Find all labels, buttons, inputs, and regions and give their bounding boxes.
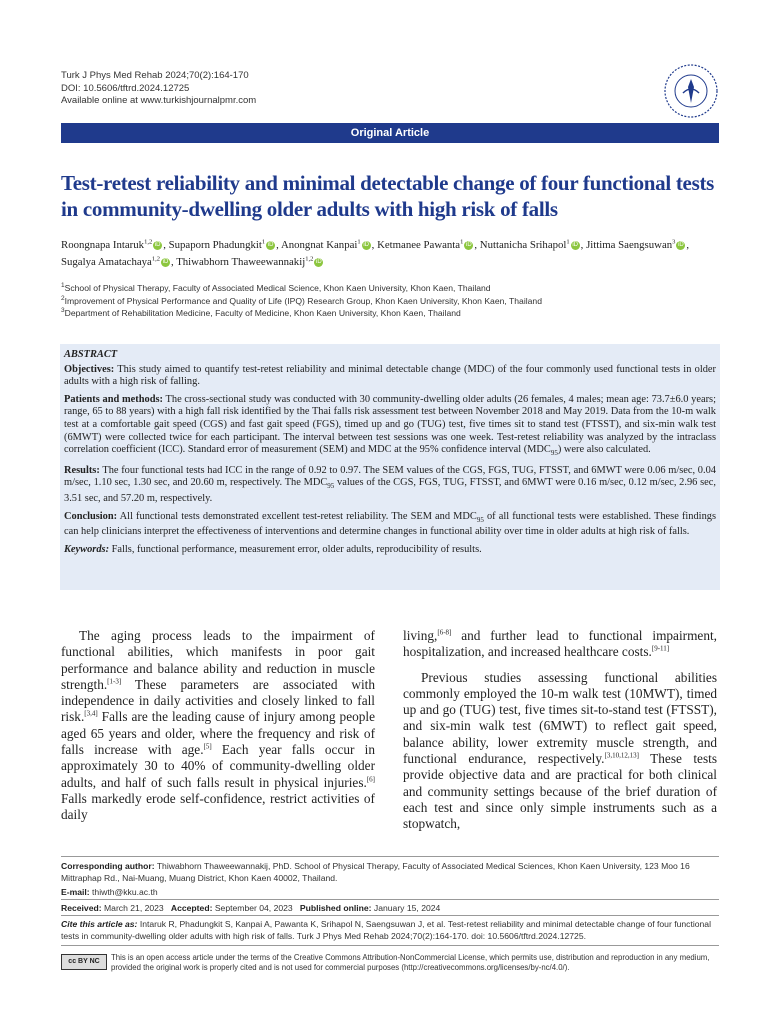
citation-link[interactable]: [5] (203, 742, 212, 751)
orcid-icon[interactable]: iD (316, 259, 322, 266)
cc-license-badge-icon[interactable]: cc BY NC (61, 954, 107, 970)
society-logo-icon (663, 63, 719, 119)
citation-link[interactable]: [6-8] (437, 628, 452, 637)
author-name: Supaporn Phadungkit (168, 239, 262, 251)
section-label-bar: Original Article (61, 123, 719, 143)
body-paragraph: The aging process leads to the impairment of functional abilities, which manifests in poor gait performance and balance ability and reduction in muscle strength.[1-3] These parameters are associated with independence in daily activities and closely linked to fall risk.[3,4] Falls are the leading cause of injury among people aged 65 years and older, where the frequency and risk of falls increase with age.[5] Each year falls occur in approximately 30 to 40% of community-dwelling older adults, and half of such falls result in physical injuries.[6] Falls markedly erode self-confidence, restrict activities of daily (61, 628, 375, 823)
orcid-icon[interactable]: iD (154, 242, 161, 249)
citation-link[interactable]: [9-11] (651, 644, 670, 653)
footer-divider (61, 899, 719, 900)
citation-link[interactable]: [3,10,12,13] (604, 751, 639, 760)
cite-as: Cite this article as: Intaruk R, Phadungkit S, Kanpai A, Pawanta K, Srihapol N, Saengsuwan J, et al. Test-retest reliability and minimal detectable change of four functional tests in community-dwelling older adults with high risk of falls. Turk J Phys Med Rehab 2024;70(2):164-170. doi: 10.5606/tftrd.2024.12725. (61, 919, 711, 941)
orcid-icon[interactable]: iD (363, 242, 369, 249)
footer-divider (61, 856, 719, 857)
abstract-keywords: Keywords: Falls, functional performance, measurement error, older adults, reproducibility of results. (64, 543, 482, 555)
affiliation-item: $^2$Improvement of Physical Performance and Quality of Life (IPQ) Research Group, Khon Kaen University, Khon Kaen, Thailand (61, 294, 542, 306)
body-paragraph: Previous studies assessing functional abilities commonly employed the 10-m walk test (10MWT), timed up and go (TUG) test, five times sit-to-stand test (FTSST), and six-min walk test (6MWT) to reflect gait speed, balance ability, lower extremity muscle strength, and functional endurance, respectively.[3,10,12,13] These tests provide objective data and are practical for both clinical and community settings because of the brief duration of each test and since only simple instruments such as a stopwatch, (403, 669, 717, 832)
footer-divider (61, 915, 719, 916)
body-column-left (61, 628, 375, 824)
author-name: Nuttanicha Srihapol (479, 239, 567, 251)
license-text: This is an open access article under the terms of the Creative Commons Attribution-NonCommercial License, which permits use, distribution and reproduction in any medium, provided the original work is properly cited and is not used for commercial purposes (http://creativecommons.org/licenses/by-nc/4.0/). (111, 953, 710, 972)
journal-citation: Turk J Phys Med Rehab 2024;70(2):164-170 (61, 70, 249, 81)
author-list: Roongnapa Intaruk$^{1,2}$ iD , Supaporn Phadungkit$^1$ iD , Anongnat Kanpai$^1$ iD , Ketmanee Pawanta$^1$ iD , Nuttanicha Srihapol$^1$ iD , Jittima Saengsuwan$^3$ iD , Sugalya Amatachaya$^{1,2}$ iD , Thiwabhorn Thaweewannakij$^{1,2}$ iD (61, 238, 690, 268)
abstract-objectives: Objectives: This study aimed to quantify test-retest reliability and minimal detectable change (MDC) of the four commonly used functional tests in older adults with a high risk of falling. (64, 363, 716, 388)
orcid-icon[interactable]: iD (162, 259, 169, 266)
citation-link[interactable]: [6] (366, 775, 375, 784)
author-name: Ketmanee Pawanta (377, 239, 461, 251)
orcid-icon[interactable]: iD (678, 242, 684, 249)
author-name: Roongnapa Intaruk (61, 239, 145, 251)
citation-link[interactable]: [1-3] (107, 677, 122, 686)
orcid-icon[interactable]: iD (572, 242, 578, 249)
email-line: E-mail: thiwth@kku.ac.th (61, 887, 158, 897)
article-title: Test-retest reliability and minimal detectable change of four functional tests in community-dwelling older adults with high risk of falls (61, 171, 715, 221)
journal-header (61, 70, 256, 108)
author-name: Anongnat Kanpai (280, 239, 358, 251)
footer-divider (61, 945, 719, 946)
body-column-right (403, 628, 717, 833)
abstract-results: Results: The four functional tests had ICC in the range of 0.92 to 0.97. The SEM values of the CGS, FGS, TUG, FTSST, and 6MWT were 0.06 m/sec, 0.04 m/sec, 1.10 sec, 1.30 sec, and 20.60 m, respectively. The $MDC_{95}$ values of the CGS, FGS, TUG, FTSST, and 6MWT were 0.16 m/sec, 0.12 m/sec, 2.96 sec, 3.51 sec, and 57.20 m, respectively. (64, 464, 716, 505)
affiliation-item: $^3$Department of Rehabilitation Medicine, Faculty of Medicine, Khon Kaen University, Khon Kaen, Thailand (61, 307, 461, 318)
affiliation-item: $^1$School of Physical Therapy, Faculty of Associated Medical Science, Khon Kaen University, Khon Kaen, Thailand (61, 282, 491, 293)
doi: DOI: 10.5606/tftrd.2024.12725 (61, 82, 190, 94)
abstract-methods: Patients and methods: The cross-sectional study was conducted with 30 community-dwelling older adults (26 females, 4 males; mean age: 73.7±6.0 years; range, 65 to 88 years) with a high fall risk identified by the Thai falls risk assessment test between November 2018 and May 2019. Data from the 10-m walk test at a comfortable gait speed (CGS) and fast gait speed (FGS), timed up and go (TUG) test, five times sit to stand test (FTSST), and six-min walk test (6MWT) were collected twice for each participant. The interval between test sessions was one week. Test-retest reliability was analyzed by the intraclass correlation coefficient (ICC). Standard error of measurement (SEM) and MDC at the 95% confidence interval $(MDC_{95})$ were also calculated. (64, 393, 716, 458)
orcid-icon[interactable]: iD (267, 242, 274, 249)
author-name: Jittima Saengsuwan (586, 239, 673, 251)
author-name: Sugalya Amatachaya (61, 256, 152, 268)
available-online: Available online at www.turkishjournalpmr.com (61, 95, 257, 106)
dates-line: Received: March 21, 2023 Accepted: September 04, 2023 Published online: January 15, 2024 (61, 903, 441, 913)
abstract-box (60, 344, 720, 590)
corresponding-author: Corresponding author: Thiwabhorn Thaweewannakij, PhD. School of Physical Therapy, Faculty of Associated Medical Sciences, Khon Kaen University, 123 Moo 16 Mittraphap Rd., Nai-Muang, Muang District, Khon Kaen 40002, Thailand. (61, 861, 690, 883)
abstract-heading: ABSTRACT (64, 349, 118, 360)
email-link[interactable]: thiwth@kku.ac.th (92, 887, 158, 897)
abstract-conclusion: Conclusion: All functional tests demonstrated excellent test-retest reliability. The SEM and $MDC_{95}$ of all functional tests were established. These findings can help clinicians interpret the effectiveness of interventions and determine changes in functional ability over time in older adults at high risk of falls. (64, 510, 716, 538)
author-name: Thiwabhorn Thaweewannakij (176, 256, 306, 268)
body-paragraph: living,[6-8] and further lead to functional impairment, hospitalization, and increased healthcare costs.[9-11] (403, 628, 717, 660)
affiliations (61, 282, 721, 320)
orcid-icon[interactable]: iD (466, 242, 472, 249)
citation-link[interactable]: [3,4] (84, 710, 98, 719)
